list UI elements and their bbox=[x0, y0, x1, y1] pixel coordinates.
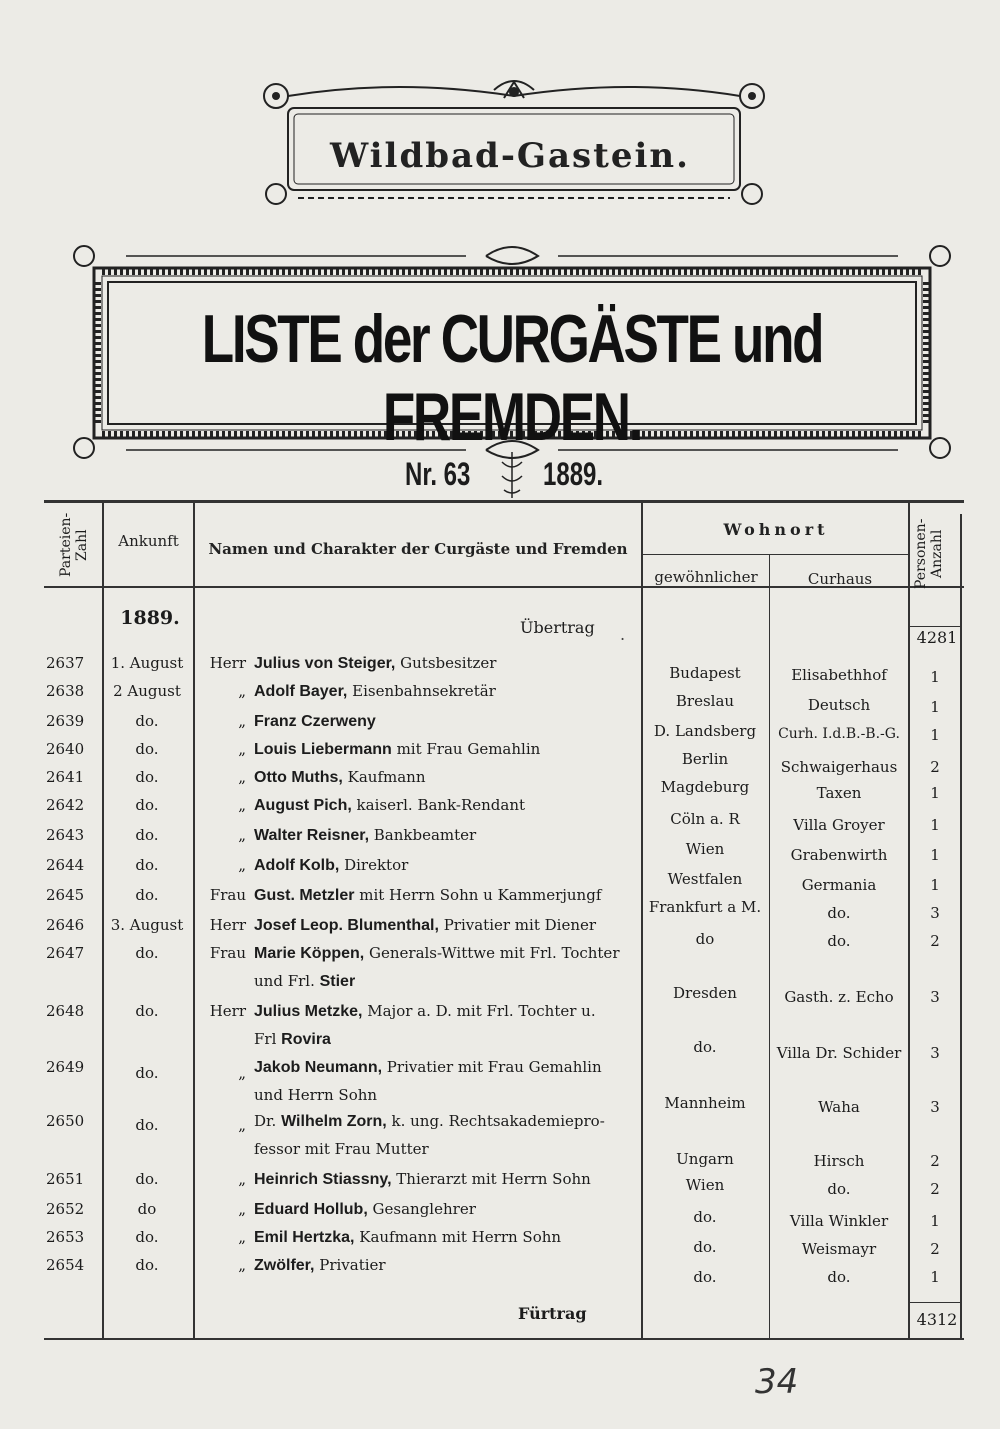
header-residence: Wohnort bbox=[723, 520, 829, 539]
guest-name: Otto Muths, bbox=[254, 769, 343, 786]
guest-name: Jakob Neumann, bbox=[254, 1059, 383, 1076]
party-number: 2647 bbox=[46, 944, 85, 962]
guest-entry bbox=[254, 916, 596, 935]
person-count: 2 bbox=[930, 758, 940, 776]
salutation: „ bbox=[238, 856, 246, 874]
guest-entry bbox=[254, 1058, 602, 1077]
person-count: 3 bbox=[930, 988, 940, 1006]
guest-prefix: Dr. bbox=[254, 1112, 282, 1130]
usual-residence: do. bbox=[693, 1268, 717, 1286]
guest-entry bbox=[254, 682, 496, 701]
person-count: 3 bbox=[930, 1044, 940, 1062]
guest-entry bbox=[254, 712, 376, 731]
header-names: Namen und Charakter der Curgäste und Fremden bbox=[208, 540, 628, 558]
table-row bbox=[0, 826, 1000, 864]
guest-description: kaiserl. Bank-Rendant bbox=[351, 796, 526, 814]
usual-residence: do. bbox=[693, 1238, 717, 1256]
curhaus: Elisabethhof bbox=[791, 666, 887, 684]
person-count: 1 bbox=[930, 698, 940, 716]
top-ornament-frame bbox=[258, 78, 770, 210]
table-row bbox=[0, 886, 1000, 922]
arrival-date: do. bbox=[135, 1170, 159, 1188]
party-number: 2637 bbox=[46, 654, 85, 672]
arrival-date: do. bbox=[135, 1256, 159, 1274]
guest-entry bbox=[254, 1200, 476, 1219]
curhaus: Gasth. z. Echo bbox=[784, 988, 894, 1006]
guest-description-cont: und Frl. bbox=[254, 972, 320, 990]
person-count: 1 bbox=[930, 876, 940, 894]
table-row bbox=[0, 682, 1000, 716]
carried-out-label: Fürtrag bbox=[518, 1304, 587, 1323]
arrival-date: do. bbox=[135, 886, 159, 904]
carried-out-value: 4312 bbox=[916, 1310, 958, 1329]
party-number: 2639 bbox=[46, 712, 85, 730]
guest-name: Zwölfer, bbox=[254, 1257, 315, 1274]
year-label: 1889. bbox=[120, 607, 180, 629]
guest-entry bbox=[254, 768, 426, 787]
salutation: „ bbox=[238, 1228, 246, 1246]
arrival-date: do. bbox=[135, 1064, 159, 1082]
guest-entry-continuation bbox=[254, 1030, 331, 1049]
guest-name: Gust. Metzler bbox=[254, 887, 355, 904]
person-count: 2 bbox=[930, 932, 940, 950]
person-count: 2 bbox=[930, 1180, 940, 1198]
guest-entry-continuation bbox=[254, 1140, 429, 1158]
party-number: 2640 bbox=[46, 740, 85, 758]
party-number: 2653 bbox=[46, 1228, 85, 1246]
usual-residence: Wien bbox=[685, 840, 725, 858]
usual-residence: Ungarn bbox=[676, 1150, 734, 1168]
table-row bbox=[0, 856, 1000, 894]
usual-residence: Breslau bbox=[675, 692, 735, 710]
residence-subrule bbox=[641, 554, 909, 555]
person-count: 2 bbox=[930, 1152, 940, 1170]
persons-carry-rule bbox=[910, 626, 960, 627]
arrival-date: do. bbox=[135, 712, 159, 730]
arrival-date: do. bbox=[135, 856, 159, 874]
curhaus: Villa Dr. Schider bbox=[776, 1044, 902, 1062]
person-count: 1 bbox=[930, 846, 940, 864]
party-number: 2643 bbox=[46, 826, 85, 844]
person-count: 1 bbox=[930, 784, 940, 802]
curhaus: Weismayr bbox=[801, 1240, 877, 1258]
guest-name: Louis Liebermann bbox=[254, 741, 392, 758]
salutation: „ bbox=[238, 1116, 246, 1134]
usual-residence: Wien bbox=[685, 1176, 725, 1194]
usual-residence: D. Landsberg bbox=[653, 722, 757, 740]
curhaus: Germania bbox=[801, 876, 877, 894]
guest-entry bbox=[254, 856, 408, 875]
header-arrival: Ankunft bbox=[118, 532, 179, 550]
header-persons: Personen-Anzahl bbox=[913, 518, 945, 590]
guest-name: August Pich, bbox=[254, 797, 352, 814]
curhaus: do. bbox=[827, 932, 851, 950]
guest-description: Generals-Wittwe mit Frl. Tochter bbox=[364, 944, 620, 962]
guest-description: Eisenbahnsekretär bbox=[347, 682, 496, 700]
curhaus: do. bbox=[827, 1180, 851, 1198]
guest-entry-continuation bbox=[254, 1086, 377, 1104]
salutation: „ bbox=[238, 768, 246, 786]
curhaus: Villa Groyer bbox=[793, 816, 885, 834]
guest-entry bbox=[254, 886, 601, 905]
guest-entry bbox=[254, 1256, 386, 1275]
salutation: „ bbox=[238, 796, 246, 814]
usual-residence: Frankfurt a M. bbox=[648, 898, 762, 916]
guest-description: k. ung. Rechtsakademiepro- bbox=[386, 1112, 605, 1130]
guest-entry bbox=[254, 1228, 561, 1247]
party-number: 2650 bbox=[46, 1112, 85, 1130]
guest-name-cont: Stier bbox=[319, 973, 356, 990]
guest-entry bbox=[254, 1002, 596, 1021]
party-number: 2641 bbox=[46, 768, 85, 786]
arrival-date: do. bbox=[135, 826, 159, 844]
person-count: 1 bbox=[930, 668, 940, 686]
guest-name: Franz Czerweny bbox=[254, 713, 376, 730]
party-number: 2644 bbox=[46, 856, 85, 874]
party-number: 2645 bbox=[46, 886, 85, 904]
guest-entry-continuation bbox=[254, 972, 355, 991]
guest-description: Privatier mit Diener bbox=[438, 916, 597, 934]
salutation: „ bbox=[238, 1200, 246, 1218]
table-row bbox=[0, 1200, 1000, 1230]
table-row bbox=[0, 768, 1000, 802]
curhaus: do. bbox=[827, 904, 851, 922]
guest-description: mit Frau Gemahlin bbox=[391, 740, 541, 758]
salutation: Herr bbox=[209, 1002, 246, 1020]
guest-entry bbox=[254, 740, 540, 759]
curhaus: do. bbox=[827, 1268, 851, 1286]
table-row bbox=[0, 1170, 1000, 1200]
guest-name: Walter Reisner, bbox=[254, 827, 370, 844]
salutation: „ bbox=[238, 1170, 246, 1188]
party-number: 2652 bbox=[46, 1200, 85, 1218]
person-count: 3 bbox=[930, 904, 940, 922]
arrival-date: 2 August bbox=[113, 682, 181, 700]
usual-residence: Magdeburg bbox=[660, 778, 750, 796]
salutation: Frau bbox=[209, 886, 246, 904]
party-number: 2648 bbox=[46, 1002, 85, 1020]
curhaus: Villa Winkler bbox=[789, 1212, 889, 1230]
guest-description-cont: Frl bbox=[254, 1030, 282, 1048]
guest-entry bbox=[254, 944, 619, 963]
salutation: Herr bbox=[209, 654, 246, 672]
guest-description-cont: und Herrn Sohn bbox=[254, 1086, 378, 1104]
guest-description: Gutsbesitzer bbox=[395, 654, 497, 672]
curhaus: Hirsch bbox=[813, 1152, 865, 1170]
table-top-rule bbox=[44, 500, 964, 503]
salutation: „ bbox=[238, 712, 246, 730]
main-title: LISTE der CURGÄSTE und FREMDEN. bbox=[201, 301, 823, 455]
guest-entry bbox=[254, 1170, 591, 1189]
guest-name: Wilhelm Zorn, bbox=[281, 1113, 387, 1130]
salutation: Herr bbox=[209, 916, 246, 934]
arrival-date: do. bbox=[135, 1002, 159, 1020]
carried-in-dots: . bbox=[620, 625, 634, 644]
party-number: 2649 bbox=[46, 1058, 85, 1076]
guest-name: Julius Metzke, bbox=[254, 1003, 363, 1020]
table-row bbox=[0, 712, 1000, 742]
guest-name-cont: Rovira bbox=[281, 1031, 331, 1048]
curhaus: Waha bbox=[818, 1098, 860, 1116]
table-row bbox=[0, 916, 1000, 950]
guest-description: Kaufmann mit Herrn Sohn bbox=[354, 1228, 562, 1246]
table-row bbox=[0, 1058, 1000, 1114]
usual-residence: Berlin bbox=[681, 750, 729, 768]
guest-description-cont: fessor mit Frau Mutter bbox=[254, 1140, 429, 1158]
header-parties: Parteien-Zahl bbox=[58, 512, 90, 578]
guest-name: Marie Köppen, bbox=[254, 945, 365, 962]
table-row bbox=[0, 1112, 1000, 1168]
guest-description: Gesanglehrer bbox=[367, 1200, 476, 1218]
carried-in-value: 4281 bbox=[916, 628, 958, 647]
usual-residence: Budapest bbox=[669, 664, 741, 682]
guest-description: Kaufmann bbox=[342, 768, 426, 786]
header-usual-residence: gewöhnlicher bbox=[654, 568, 758, 586]
salutation: „ bbox=[238, 826, 246, 844]
person-count: 2 bbox=[930, 1240, 940, 1258]
guest-name: Julius von Steiger, bbox=[254, 655, 396, 672]
party-number: 2651 bbox=[46, 1170, 85, 1188]
guest-description: Major a. D. mit Frl. Tochter u. bbox=[362, 1002, 596, 1020]
curhaus: Schwaigerhaus bbox=[780, 758, 898, 776]
table-row bbox=[0, 740, 1000, 776]
guest-description: Bankbeamter bbox=[369, 826, 477, 844]
arrival-date: 1. August bbox=[110, 654, 184, 672]
issue-line bbox=[400, 452, 620, 502]
carried-in-label: Übertrag bbox=[520, 618, 595, 637]
guest-name: Adolf Bayer, bbox=[254, 683, 348, 700]
person-count: 3 bbox=[930, 1098, 940, 1116]
guest-name: Josef Leop. Blumenthal, bbox=[254, 917, 439, 934]
usual-residence: do. bbox=[693, 1208, 717, 1226]
usual-residence: do bbox=[695, 930, 715, 948]
usual-residence: Westfalen bbox=[667, 870, 743, 888]
salutation: „ bbox=[238, 740, 246, 758]
curhaus: Curh. I.d.B.-B.-G. bbox=[778, 726, 900, 742]
curhaus: Taxen bbox=[816, 784, 862, 802]
table-row bbox=[0, 1256, 1000, 1286]
usual-residence: Mannheim bbox=[664, 1094, 746, 1112]
table-row bbox=[0, 944, 1000, 1006]
guest-name: Emil Hertzka, bbox=[254, 1229, 355, 1246]
person-count: 1 bbox=[930, 816, 940, 834]
place-title: Wildbad-Gastein. bbox=[330, 136, 690, 176]
salutation: „ bbox=[238, 1064, 246, 1082]
guest-entry bbox=[254, 826, 476, 845]
guest-description: Privatier bbox=[314, 1256, 386, 1274]
party-number: 2638 bbox=[46, 682, 85, 700]
arrival-date: do. bbox=[135, 1228, 159, 1246]
guest-description: Privatier mit Frau Gemahlin bbox=[382, 1058, 602, 1076]
guest-entry bbox=[254, 654, 496, 673]
usual-residence: Cöln a. R bbox=[670, 810, 740, 828]
arrival-date: do. bbox=[135, 944, 159, 962]
usual-residence: do. bbox=[693, 1038, 717, 1056]
salutation: „ bbox=[238, 1256, 246, 1274]
table-row bbox=[0, 1228, 1000, 1258]
salutation: Frau bbox=[209, 944, 246, 962]
table-row bbox=[0, 796, 1000, 834]
issue-year: 1889. bbox=[543, 456, 604, 492]
curhaus: Deutsch bbox=[807, 696, 871, 714]
issue-number: Nr. 63 bbox=[405, 456, 471, 492]
person-count: 1 bbox=[930, 1212, 940, 1230]
guest-entry bbox=[254, 796, 525, 815]
guest-description: Thierarzt mit Herrn Sohn bbox=[391, 1170, 591, 1188]
party-number: 2642 bbox=[46, 796, 85, 814]
table-row bbox=[0, 654, 1000, 684]
usual-residence: Dresden bbox=[673, 984, 737, 1002]
arrival-date: do bbox=[137, 1200, 157, 1218]
header-curhaus: Curhaus bbox=[807, 570, 873, 588]
party-number: 2654 bbox=[46, 1256, 85, 1274]
guest-description: mit Herrn Sohn u Kammerjungf bbox=[354, 886, 602, 904]
table-bottom-rule bbox=[44, 1338, 964, 1340]
person-count: 1 bbox=[930, 726, 940, 744]
guest-name: Eduard Hollub, bbox=[254, 1201, 368, 1218]
curhaus: Grabenwirth bbox=[790, 846, 888, 864]
persons-total-rule bbox=[910, 1302, 960, 1303]
person-count: 1 bbox=[930, 1268, 940, 1286]
handwritten-page-number: 34 bbox=[755, 1362, 799, 1402]
fleuron-icon bbox=[498, 452, 526, 498]
guest-name: Heinrich Stiassny, bbox=[254, 1171, 392, 1188]
guest-description: Direktor bbox=[339, 856, 409, 874]
arrival-date: do. bbox=[135, 1116, 159, 1134]
guest-name: Adolf Kolb, bbox=[254, 857, 340, 874]
party-number: 2646 bbox=[46, 916, 85, 934]
salutation: „ bbox=[238, 682, 246, 700]
arrival-date: do. bbox=[135, 740, 159, 758]
arrival-date: 3. August bbox=[110, 916, 184, 934]
table-row bbox=[0, 1002, 1000, 1062]
arrival-date: do. bbox=[135, 768, 159, 786]
guest-entry bbox=[254, 1112, 605, 1131]
arrival-date: do. bbox=[135, 796, 159, 814]
